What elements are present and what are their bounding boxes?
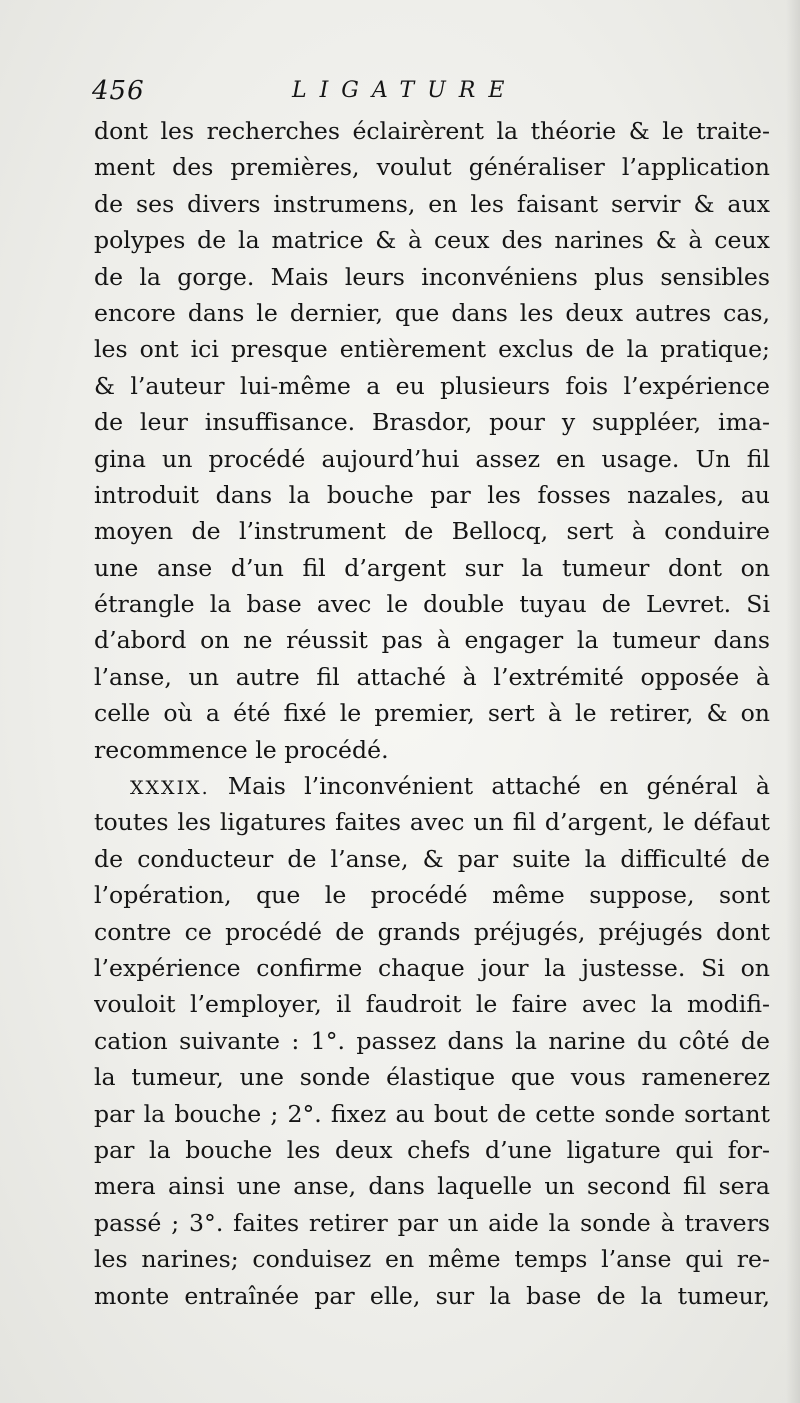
text-line: étrangle la base avec le double tuyau de Levret. Si — [94, 590, 770, 619]
text-line: l’anse, un autre fil attaché à l’extrémité opposée à — [94, 662, 770, 691]
text-line: de ses divers instrumens, en les faisant servir & aux — [94, 189, 770, 218]
text-line: cation suivante : 1°. passez dans la narine du côté de — [94, 1026, 770, 1055]
section-number: XXXIX. — [130, 777, 210, 800]
section-first-line-text: Mais l’inconvénient attaché en général à — [227, 772, 770, 801]
text-line: la tumeur, une sonde élastique que vous ramenerez — [94, 1063, 770, 1092]
page-edge-shadow — [786, 0, 800, 1403]
text-line: mera ainsi une anse, dans laquelle un second fil sera — [94, 1172, 770, 1201]
running-head: LIGATURE — [292, 78, 518, 103]
text-line: ment des premières, voulut généraliser l’application — [94, 153, 770, 182]
text-line: monte entraînée par elle, sur la base de la tumeur, — [94, 1281, 770, 1310]
text-line: de la gorge. Mais leurs inconvéniens plus sensibles — [94, 262, 770, 291]
text-line: & l’auteur lui-même a eu plusieurs fois l’expérience — [94, 371, 770, 400]
text-line: par la bouche ; 2°. fixez au bout de cette sonde sortant — [94, 1099, 770, 1128]
text-line: introduit dans la bouche par les fosses nazales, au — [94, 480, 770, 509]
paragraph-last-line: recommence le procédé. — [94, 735, 389, 764]
text-line: les narines; conduisez en même temps l’anse qui re- — [94, 1245, 770, 1274]
text-line: les ont ici presque entièrement exclus de la pratique; — [94, 335, 770, 364]
text-line: gina un procédé aujourd’hui assez en usage. Un fil — [94, 444, 770, 473]
text-line: de conducteur de l’anse, & par suite la difficulté de — [94, 844, 770, 873]
text-line: l’opération, que le procédé même suppose, sont — [94, 881, 770, 910]
text-line: d’abord on ne réussit pas à engager la tumeur dans — [94, 626, 770, 655]
text-line: polypes de la matrice & à ceux des narines & à ceux — [94, 226, 770, 255]
body-text — [94, 113, 770, 1314]
text-line: moyen de l’instrument de Bellocq, sert à conduire — [94, 517, 770, 546]
text-line: vouloit l’employer, il faudroit le faire avec la modifi- — [94, 990, 770, 1019]
text-line: encore dans le dernier, que dans les deux autres cas, — [94, 298, 770, 327]
text-line: par la bouche les deux chefs d’une ligature qui for- — [94, 1135, 770, 1164]
text-line: l’expérience confirme chaque jour la justesse. Si on — [94, 953, 770, 982]
text-line: une anse d’un fil d’argent sur la tumeur dont on — [94, 553, 770, 582]
page-number: 456 — [92, 76, 145, 106]
text-line: contre ce procédé de grands préjugés, préjugés dont — [94, 917, 770, 946]
text-line: passé ; 3°. faites retirer par un aide la sonde à travers — [94, 1208, 770, 1237]
text-line: toutes les ligatures faites avec un fil d’argent, le défaut — [94, 808, 770, 837]
text-line: celle où a été fixé le premier, sert à le retirer, & on — [94, 699, 770, 728]
page-header — [92, 76, 762, 106]
text-line: de leur insuffisance. Brasdor, pour y suppléer, ima- — [94, 408, 770, 437]
section-first-line — [94, 768, 770, 804]
text-line: dont les recherches éclairèrent la théorie & le traite- — [94, 117, 770, 145]
